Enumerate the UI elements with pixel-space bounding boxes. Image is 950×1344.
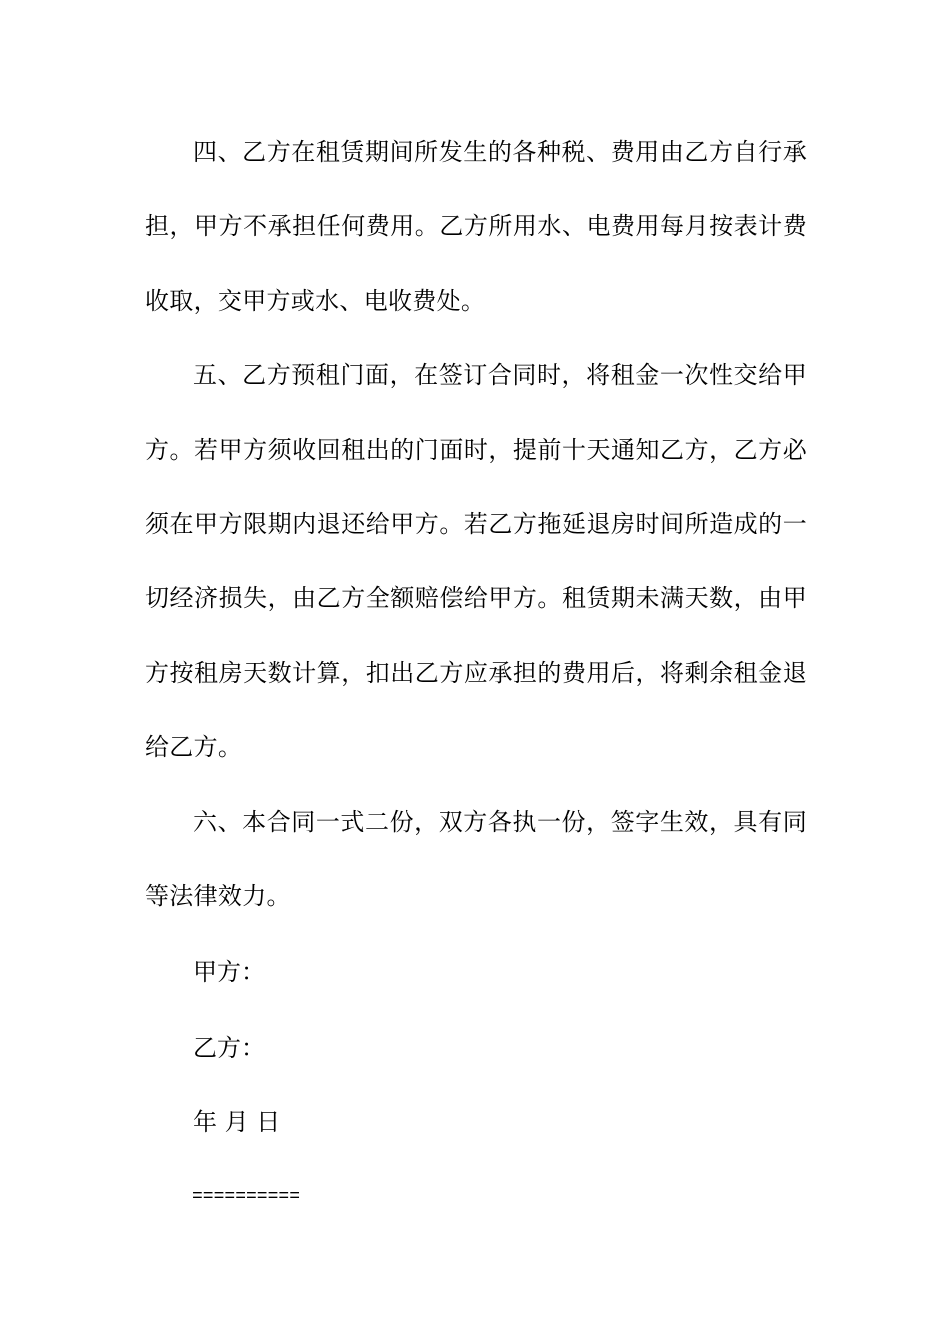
party-b-signature-label: 乙方：	[193, 1034, 265, 1062]
section-divider: ==========	[192, 1187, 301, 1207]
clause-six: 六、本合同一式二份，双方各执一份，签字生效，具有同等法律效力。	[145, 807, 807, 911]
party-a-signature-label: 甲方：	[193, 958, 265, 986]
signature-date-line: 年 月 日	[193, 1108, 281, 1136]
clause-five: 五、乙方预租门面，在签订合同时，将租金一次性交给甲方。若甲方须收回租出的门面时，提前十天通知乙方，乙方必须在甲方限期内退还给甲方。若乙方拖延退房时间所造成的一切经济损失，由乙方全额赔偿给甲方。租赁期未满天数，由甲方按租房天数计算，扣出乙方应承担的费用后，将剩余租金退给乙方。	[145, 361, 807, 762]
contract-clauses	[145, 115, 807, 933]
clause-four: 四、乙方在租赁期间所发生的各种税、费用由乙方自行承担，甲方不承担任何费用。乙方所用水、电费用每月按表计费收取，交甲方或水、电收费处。	[145, 138, 807, 315]
